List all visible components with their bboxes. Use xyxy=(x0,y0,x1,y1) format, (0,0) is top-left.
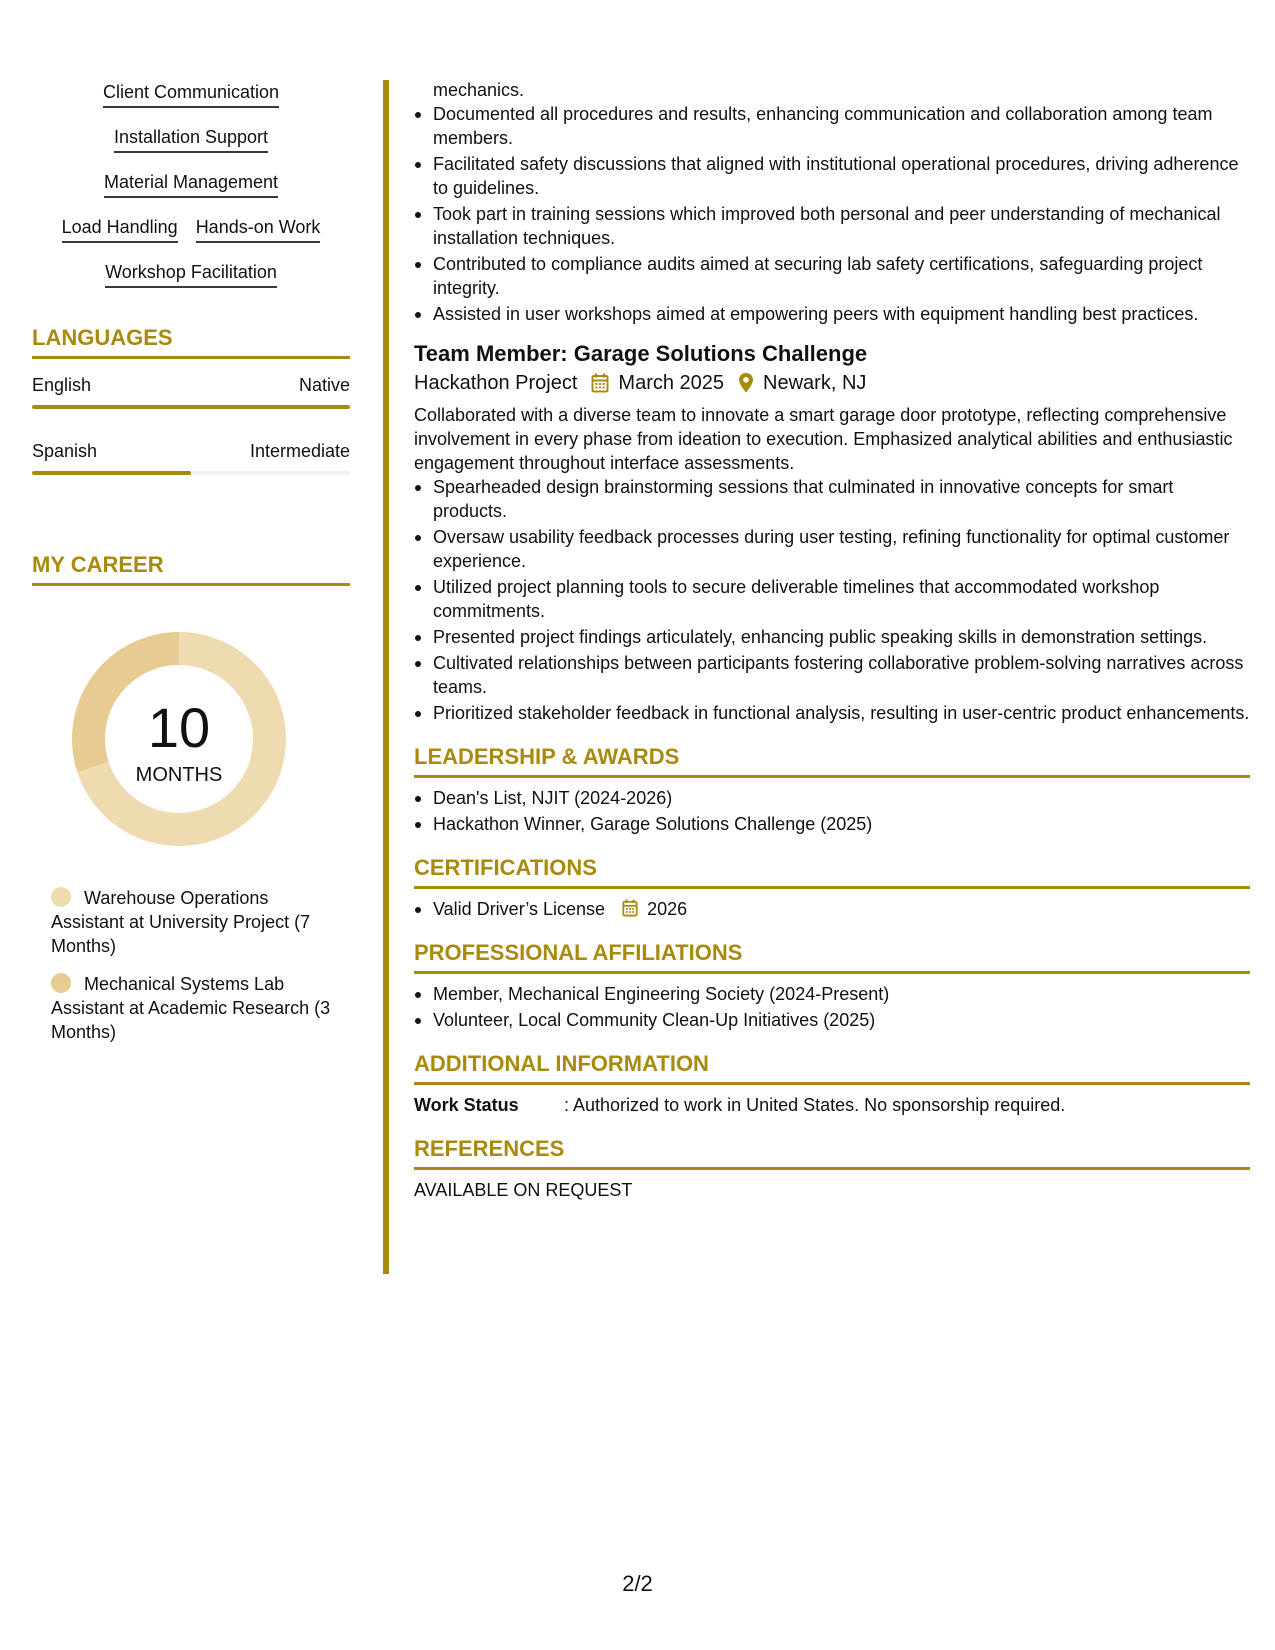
language-row xyxy=(32,373,350,397)
certifications-heading: CERTIFICATIONS xyxy=(414,854,1250,889)
skill-tag: Installation Support xyxy=(114,125,268,153)
legend-label: Warehouse Operations Assistant at University Project (7 Months) xyxy=(51,888,311,956)
skill-tag: Client Communication xyxy=(103,80,279,108)
career-legend-item xyxy=(51,886,341,958)
list-item: Volunteer, Local Community Clean-Up Initiatives (2025) xyxy=(414,1008,1250,1032)
certification-name: Valid Driver’s License xyxy=(433,899,606,919)
skill-tag: Material Management xyxy=(104,170,278,198)
list-item: Oversaw usability feedback processes during user testing, refining functionality for optimal customer experience. xyxy=(414,525,1250,573)
affiliations-list xyxy=(414,982,1250,1032)
career-heading: MY CAREER xyxy=(32,551,350,586)
work-status-label: Work Status xyxy=(414,1095,519,1115)
main-column xyxy=(414,78,1250,1202)
language-name: English xyxy=(32,375,92,395)
skill-row xyxy=(32,215,350,243)
skill-row xyxy=(32,125,350,153)
language-level: Native xyxy=(298,375,350,395)
list-item: Cultivated relationships between participants fostering collaborative problem-solving narratives across teams. xyxy=(414,651,1250,699)
skill-row xyxy=(32,260,350,288)
project-title: Team Member: Garage Solutions Challenge xyxy=(414,341,868,366)
list-item: Spearheaded design brainstorming sessions that culminated in innovative concepts for smart products. xyxy=(414,475,1250,523)
references-text: AVAILABLE ON REQUEST xyxy=(414,1180,633,1200)
language-bar-fill xyxy=(32,471,191,475)
language-bar xyxy=(32,405,350,409)
certifications-list xyxy=(414,897,1250,921)
awards-list xyxy=(414,786,1250,836)
calendar-icon xyxy=(591,373,609,393)
project-meta xyxy=(414,369,1250,397)
list-item: Hackathon Winner, Garage Solutions Challenge (2025) xyxy=(414,812,1250,836)
calendar-icon xyxy=(622,899,638,917)
list-item: Took part in training sessions which improved both personal and peer understanding of mechanical installation techniques. xyxy=(414,202,1250,250)
additional-info-heading: ADDITIONAL INFORMATION xyxy=(414,1050,1250,1085)
skills-list xyxy=(32,80,350,288)
list-item: Presented project findings articulately, enhancing public speaking skills in demonstration settings. xyxy=(414,625,1250,649)
language-item xyxy=(32,373,350,409)
location-pin-icon xyxy=(738,372,754,394)
career-donut-chart xyxy=(66,626,292,852)
list-item: Documented all procedures and results, enhancing communication and collaboration among team members. xyxy=(414,102,1250,150)
skill-row xyxy=(32,170,350,198)
skill-tag: Workshop Facilitation xyxy=(105,260,277,288)
column-divider xyxy=(383,80,389,1274)
skill-tag: Load Handling xyxy=(62,215,178,243)
previous-job-bullets xyxy=(414,102,1250,326)
references-heading: REFERENCES xyxy=(414,1135,1250,1170)
language-bar-fill xyxy=(32,405,350,409)
career-total: 10 xyxy=(147,696,211,759)
project-type: Hackathon Project xyxy=(414,372,578,394)
language-name: Spanish xyxy=(32,441,98,461)
project-description: Collaborated with a diverse team to innovate a smart garage door prototype, reflecting comprehensive involvement in every phase from ideation to execution. Emphasized analytical abilities and enthusiastic engagement throughout interface assessments. xyxy=(414,405,1233,473)
page-number: 2/2 xyxy=(622,1571,653,1596)
skill-row xyxy=(32,80,350,108)
list-item: Member, Mechanical Engineering Society (2024-Present) xyxy=(414,982,1250,1006)
awards-heading: LEADERSHIP & AWARDS xyxy=(414,743,1250,778)
career-unit: MONTHS xyxy=(135,764,223,786)
list-item: Dean's List, NJIT (2024-2026) xyxy=(414,786,1250,810)
language-level: Intermediate xyxy=(249,441,350,461)
affiliations-heading: PROFESSIONAL AFFILIATIONS xyxy=(414,939,1250,974)
career-legend xyxy=(51,886,341,1044)
list-item: Facilitated safety discussions that aligned with institutional operational procedures, driving adherence to guidelines. xyxy=(414,152,1250,200)
work-status-value: : Authorized to work in United States. No sponsorship required. xyxy=(564,1095,1066,1115)
language-bar xyxy=(32,471,350,475)
skill-tag: Hands-on Work xyxy=(196,215,321,243)
sidebar xyxy=(32,80,350,1058)
project-date: March 2025 xyxy=(618,372,725,394)
list-item: Utilized project planning tools to secure deliverable timelines that accommodated workshop commitments. xyxy=(414,575,1250,623)
list-item: Assisted in user workshops aimed at empowering peers with equipment handling best practices. xyxy=(414,302,1250,326)
legend-label: Mechanical Systems Lab Assistant at Academic Research (3 Months) xyxy=(51,974,331,1042)
career-legend-item xyxy=(51,972,341,1044)
list-item xyxy=(414,897,1250,921)
language-row xyxy=(32,439,350,463)
project-location: Newark, NJ xyxy=(763,372,867,394)
work-status-row xyxy=(414,1093,1250,1117)
certification-year: 2026 xyxy=(647,899,688,919)
list-item: Contributed to compliance audits aimed at securing lab safety certifications, safeguarding project integrity. xyxy=(414,252,1250,300)
legend-dot xyxy=(51,973,71,993)
continued-bullet-text: mechanics. xyxy=(433,80,525,100)
language-item xyxy=(32,439,350,475)
legend-dot xyxy=(51,887,71,907)
list-item: Prioritized stakeholder feedback in functional analysis, resulting in user-centric product enhancements. xyxy=(414,701,1250,725)
project-bullets xyxy=(414,475,1250,725)
languages-heading: LANGUAGES xyxy=(32,324,350,359)
